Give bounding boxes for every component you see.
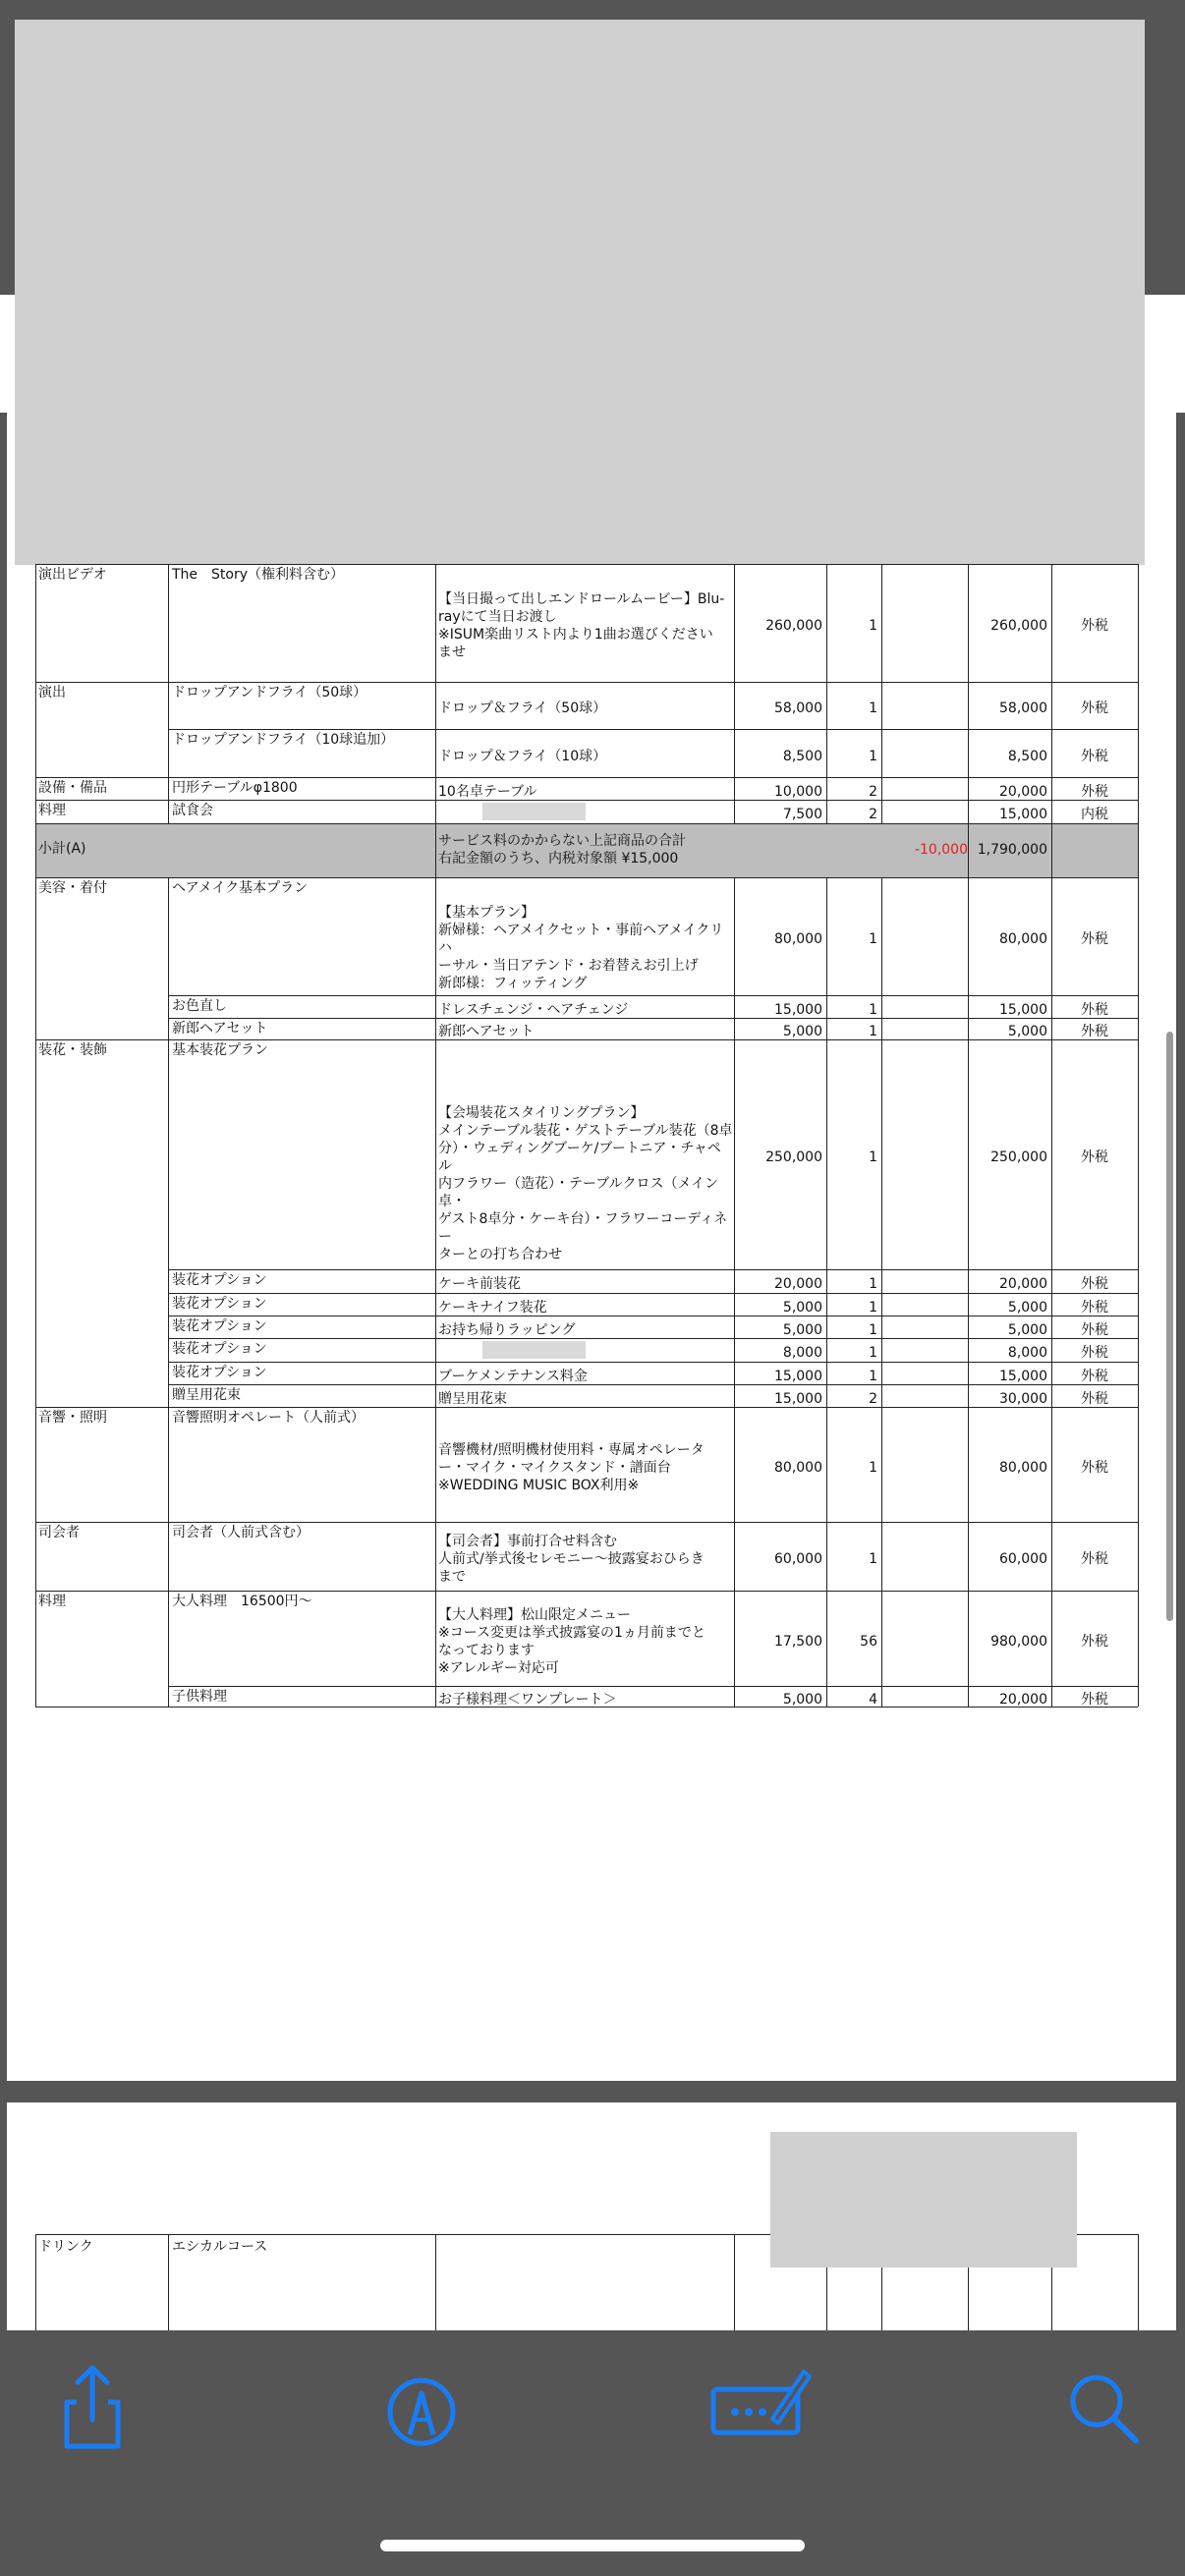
description-cell: お持ち帰りラッピング: [438, 1321, 576, 1338]
amount-cell: 15,000: [999, 1368, 1047, 1384]
tax-type-cell: 外税: [1081, 783, 1108, 800]
item-cell: 装花オプション: [172, 1365, 267, 1380]
table-border: [168, 729, 1138, 730]
amount-cell: 20,000: [999, 1276, 1047, 1292]
amount-cell: 8,500: [1007, 748, 1047, 764]
amount-cell: 80,000: [999, 931, 1047, 947]
amount-cell: 58,000: [999, 700, 1047, 716]
table-border: [168, 1362, 1138, 1363]
table-border: [35, 564, 1138, 565]
table-border: [168, 995, 1138, 996]
amount-cell: 260,000: [990, 618, 1047, 634]
table-border: [168, 1686, 1138, 1687]
share-button[interactable]: [47, 2363, 136, 2451]
share-icon: [47, 2363, 136, 2451]
category-cell: 料理: [38, 803, 66, 818]
table-border: [435, 877, 436, 1707]
category-cell: 演出: [38, 685, 66, 700]
quantity-cell: 1: [869, 1001, 877, 1018]
unit-price-cell: 8,000: [782, 1345, 822, 1361]
tax-type-cell: 外税: [1081, 1024, 1108, 1039]
table-border: [168, 1269, 1138, 1270]
table-border: [35, 682, 1138, 683]
table-border: [35, 777, 1138, 778]
item-cell: The Story（権利料含む）: [172, 567, 345, 583]
quantity-cell: 1: [869, 1149, 877, 1165]
quantity-cell: 1: [869, 748, 877, 764]
tax-type-cell: 外税: [1081, 1299, 1108, 1316]
table-border: [35, 1591, 1138, 1592]
tax-type-cell: 外税: [1081, 1321, 1108, 1338]
category-cell: 音響・照明: [38, 1410, 107, 1426]
subtotal-amount: 1,790,000: [977, 842, 1047, 858]
item-cell: エシカルコース: [172, 2239, 268, 2255]
category-cell: 司会者: [38, 1525, 80, 1540]
unit-price-cell: 60,000: [774, 1551, 822, 1567]
tax-type-cell: 外税: [1081, 1276, 1108, 1292]
tax-type-cell: 外税: [1081, 618, 1108, 634]
unit-price-cell: 250,000: [765, 1149, 822, 1165]
unit-price-cell: 7,500: [782, 807, 822, 822]
subtotal-description: サービス料のかからない上記商品の合計 右記金額のうち、内税対象額 ¥15,000: [438, 833, 686, 867]
quantity-cell: 2: [869, 783, 877, 800]
amount-cell: 5,000: [1007, 1024, 1047, 1039]
category-cell: ドリンク: [38, 2239, 93, 2255]
unit-price-cell: 260,000: [765, 618, 822, 634]
table-border: [1051, 877, 1052, 1707]
quantity-cell: 1: [869, 1345, 877, 1361]
unit-price-cell: 8,500: [782, 748, 822, 764]
subtotal-label: 小計(A): [38, 841, 86, 857]
unit-price-cell: 20,000: [774, 1276, 822, 1292]
scrollbar[interactable]: [1166, 1032, 1173, 1621]
amount-cell: 30,000: [999, 1390, 1047, 1407]
quantity-cell: 2: [869, 807, 877, 822]
table-border: [35, 564, 36, 823]
table-border: [968, 877, 969, 1707]
quantity-cell: 1: [869, 700, 877, 716]
unit-price-cell: 5,000: [782, 1299, 822, 1316]
signature-button[interactable]: [707, 2358, 816, 2446]
description-cell: 音響機材/照明機材使用料・専属オペレータ ー・マイク・マイクスタンド・譜面台 ※WEDDING MUSIC BOX利用※: [438, 1441, 705, 1493]
amount-cell: 60,000: [999, 1551, 1047, 1567]
tax-type-cell: 外税: [1081, 1390, 1108, 1407]
item-cell: ドロップアンドフライ（10球追加）: [172, 732, 395, 748]
quantity-cell: 1: [869, 1299, 877, 1316]
quantity-cell: 1: [869, 1551, 877, 1567]
table-border: [968, 564, 969, 823]
redacted-block: [770, 2132, 1077, 2268]
table-border: [826, 877, 827, 1707]
tax-type-cell: 内税: [1081, 807, 1108, 822]
markup-button[interactable]: [377, 2366, 466, 2454]
item-cell: 装花オプション: [172, 1272, 267, 1288]
table-border: [435, 564, 436, 823]
item-cell: 音響照明オペレート（人前式）: [172, 1410, 365, 1426]
amount-cell: 80,000: [999, 1459, 1047, 1476]
redacted-header-block: [15, 20, 1145, 565]
description-cell: お子様料理＜ワンプレート＞: [438, 1691, 617, 1708]
amount-cell: 15,000: [999, 807, 1047, 822]
item-cell: 贈呈用花束: [172, 1387, 241, 1403]
tax-type-cell: 外税: [1081, 1633, 1108, 1650]
quantity-cell: 1: [869, 931, 877, 947]
category-cell: 料理: [38, 1594, 66, 1609]
table-border: [968, 823, 969, 877]
table-border: [168, 1293, 1138, 1294]
table-border: [35, 2234, 36, 2332]
amount-cell: 20,000: [999, 783, 1047, 800]
description-cell: 【会場装花スタイリングプラン】 メインテーブル装花・ゲストテーブル装花（8卓 分）・ウェディングブーケ/ブートニア・チャペル 内フラワー（造花）・テーブルクロス（メイン卓・ ゲスト8卓分・ケーキ台）・フラワーコーディネー ターとの打ち合わせ: [438, 1105, 733, 1262]
quantity-cell: 56: [860, 1633, 877, 1650]
description-cell: ケーキ前装花: [438, 1276, 521, 1292]
item-cell: 司会者（人前式含む）: [172, 1525, 310, 1540]
item-cell: 子供料理: [172, 1689, 227, 1705]
unit-price-cell: 5,000: [782, 1321, 822, 1338]
category-cell: 設備・備品: [38, 780, 107, 796]
table-border: [734, 877, 735, 1707]
description-cell: ドレスチェンジ・ヘアチェンジ: [438, 1001, 629, 1018]
table-border: [435, 2234, 436, 2332]
table-border: [168, 564, 169, 823]
subtotal-discount: -10,000: [914, 842, 968, 858]
table-border: [35, 877, 36, 1707]
tax-type-cell: 外税: [1081, 1368, 1108, 1384]
table-border: [734, 2234, 735, 2332]
quantity-cell: 1: [869, 1459, 877, 1476]
markup-icon: [377, 2366, 466, 2454]
item-cell: 基本装花プラン: [172, 1042, 268, 1058]
table-border: [435, 823, 436, 877]
description-cell: ドロップ＆フライ（50球）: [438, 700, 607, 716]
quantity-cell: 1: [869, 1368, 877, 1384]
description-cell: ブーケメンテナンス料金: [438, 1368, 588, 1384]
item-cell: 装花オプション: [172, 1318, 267, 1334]
tax-type-cell: 外税: [1081, 1459, 1108, 1476]
unit-price-cell: 15,000: [774, 1368, 822, 1384]
description-cell: 【大人料理】松山限定メニュー ※コース変更は挙式披露宴の1ヵ月前までと なっております ※アレルギー対応可: [438, 1606, 705, 1676]
table-border: [1138, 823, 1139, 877]
description-cell: 【基本プラン】 新婦様：ヘアメイクセット・事前ヘアメイクリハ ーサル・当日アテンド・お着替えお引上げ 新郎様：フィッティング: [438, 905, 724, 991]
quantity-cell: 1: [869, 1024, 877, 1039]
tax-type-cell: 外税: [1081, 748, 1108, 764]
amount-cell: 5,000: [1007, 1321, 1047, 1338]
search-icon: [1061, 2366, 1150, 2454]
description-cell: 10名卓テーブル: [438, 783, 537, 800]
unit-price-cell: 10,000: [774, 783, 822, 800]
item-cell: 装花オプション: [172, 1296, 267, 1312]
table-border: [881, 877, 882, 1707]
table-border: [1051, 564, 1052, 823]
amount-cell: 20,000: [999, 1691, 1047, 1708]
quantity-cell: 2: [869, 1390, 877, 1407]
table-border: [1138, 877, 1139, 1707]
amount-cell: 15,000: [999, 1001, 1047, 1018]
table-border: [35, 1522, 1138, 1523]
amount-cell: 250,000: [990, 1149, 1047, 1165]
unit-price-cell: 80,000: [774, 931, 822, 947]
table-border: [35, 823, 1138, 824]
unit-price-cell: 15,000: [774, 1001, 822, 1018]
category-cell: 演出ビデオ: [38, 567, 107, 583]
unit-price-cell: 17,500: [774, 1633, 822, 1650]
table-border: [734, 564, 735, 823]
tax-type-cell: 外税: [1081, 931, 1108, 947]
item-cell: 新郎ヘアセット: [172, 1021, 268, 1036]
home-indicator[interactable]: [380, 2540, 805, 2551]
table-border: [826, 564, 827, 823]
description-cell: 贈呈用花束: [438, 1390, 507, 1407]
item-cell: ドロップアンドフライ（50球）: [172, 685, 367, 700]
item-cell: 大人料理 16500円～: [172, 1594, 312, 1609]
table-border: [35, 823, 36, 877]
category-cell: 美容・着付: [38, 880, 107, 896]
unit-price-cell: 5,000: [782, 1691, 822, 1708]
amount-cell: 5,000: [1007, 1299, 1047, 1316]
redacted-cell: [482, 803, 586, 820]
table-border: [1051, 823, 1052, 877]
item-cell: 試食会: [172, 803, 213, 818]
quantity-cell: 1: [869, 1321, 877, 1338]
tax-type-cell: 外税: [1081, 1551, 1108, 1567]
quantity-cell: 1: [869, 618, 877, 634]
tax-type-cell: 外税: [1081, 700, 1108, 716]
unit-price-cell: 15,000: [774, 1390, 822, 1407]
item-cell: 装花オプション: [172, 1341, 267, 1357]
unit-price-cell: 58,000: [774, 700, 822, 716]
item-cell: 円形テーブルφ1800: [172, 780, 298, 796]
category-cell: 装花・装飾: [38, 1042, 107, 1058]
tax-type-cell: 外税: [1081, 1001, 1108, 1018]
amount-cell: 980,000: [990, 1633, 1047, 1650]
quantity-cell: 1: [869, 1276, 877, 1292]
tax-type-cell: 外税: [1081, 1149, 1108, 1165]
description-cell: ケーキナイフ装花: [438, 1299, 547, 1316]
description-cell: ドロップ＆フライ（10球）: [438, 748, 607, 764]
table-border: [168, 877, 169, 1707]
table-border: [881, 564, 882, 823]
table-border: [168, 2234, 169, 2332]
unit-price-cell: 5,000: [782, 1024, 822, 1039]
tax-type-cell: 外税: [1081, 1345, 1108, 1361]
quantity-cell: 4: [869, 1691, 877, 1708]
amount-cell: 8,000: [1007, 1345, 1047, 1361]
search-button[interactable]: [1061, 2366, 1150, 2454]
tax-type-cell: 外税: [1081, 1691, 1108, 1708]
table-border: [1138, 564, 1139, 823]
description-cell: 新郎ヘアセット: [438, 1024, 535, 1039]
table-border: [35, 877, 1138, 878]
redacted-cell: [482, 1341, 586, 1359]
description-cell: 【当日撮って出しエンドロールムービー】Blu- rayにて当日お渡し ※ISUM楽曲リスト内より1曲お選びください ませ: [438, 591, 725, 660]
item-cell: ヘアメイク基本プラン: [172, 880, 309, 896]
table-border: [1138, 2234, 1139, 2332]
signature-icon: [707, 2358, 816, 2446]
unit-price-cell: 80,000: [774, 1459, 822, 1476]
item-cell: お色直し: [172, 998, 227, 1014]
description-cell: 【司会者】事前打合せ料含む 人前式/挙式後セレモニー～披露宴おひらき まで: [438, 1534, 705, 1585]
